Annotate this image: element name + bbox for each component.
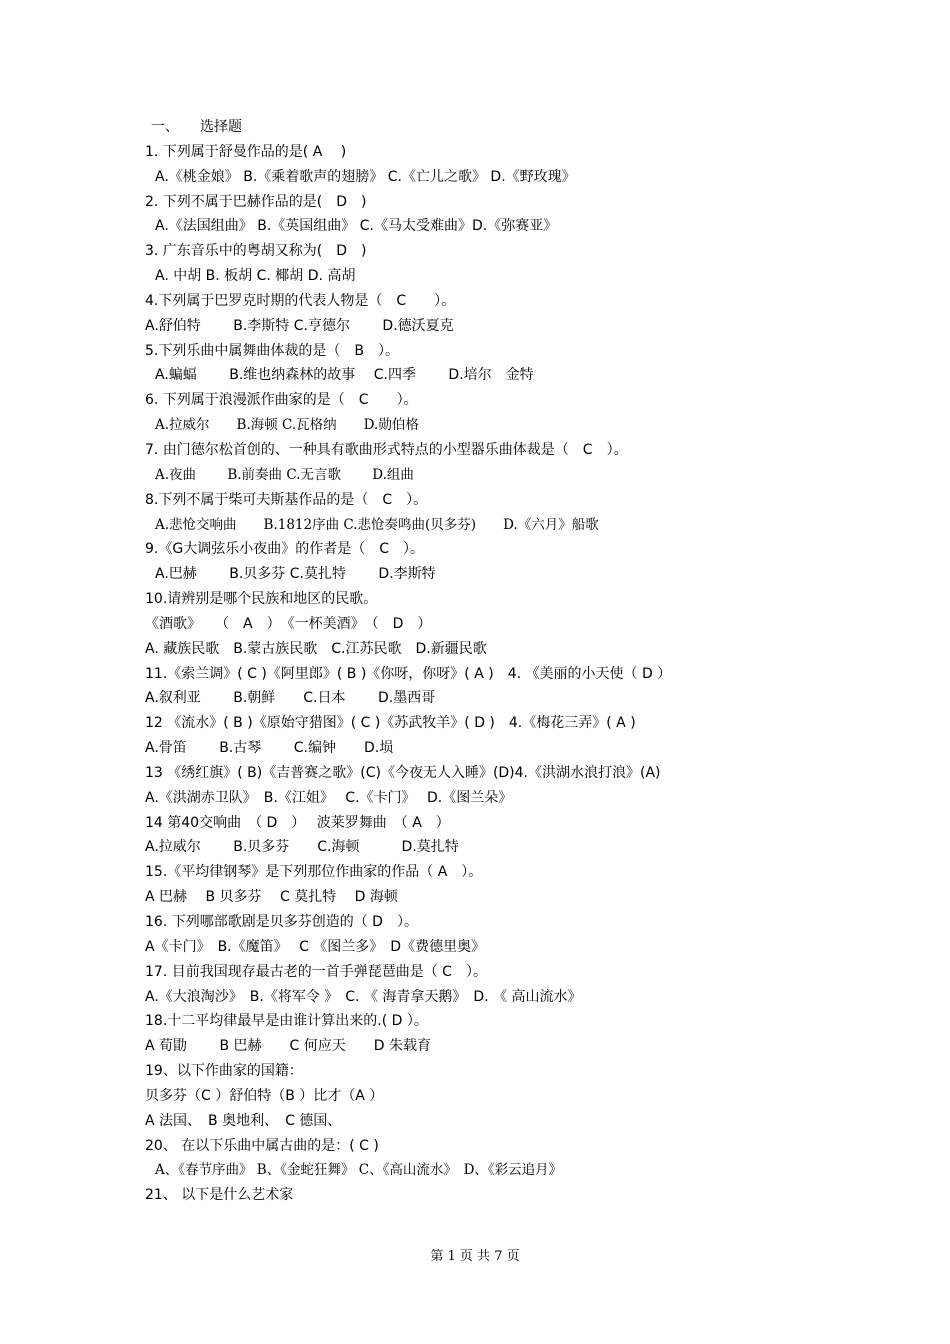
question-line: 16. 下列哪部歌剧是贝多芬创造的（ D ）。 xyxy=(145,914,418,930)
question-line: 14 第40交响曲 （ D ） 波莱罗舞曲 （ A ） xyxy=(145,814,450,831)
question-line: 5.下列乐曲中属舞曲体裁的是（ B ）。 xyxy=(145,342,399,359)
question-line: 8.下列不属于柴可夫斯基作品的是（ C ）。 xyxy=(145,491,428,508)
question-line: A.骨笛 B.古琴 C.编钟 D.埙 xyxy=(145,740,394,757)
question-line: A.叙利亚 B.朝鲜 C.日本 D.墨西哥 xyxy=(145,690,436,707)
question-line: 15.《平均律钢琴》是下列那位作曲家的作品（ A ）。 xyxy=(145,864,483,881)
question-line: 19、以下作曲家的国籍： xyxy=(145,1063,303,1080)
question-line: 13 《绣红旗》( B)《吉普赛之歌》(C)《今夜无人入睡》(D)4.《洪湖水浪打浪》(A) xyxy=(145,764,661,781)
option-line: A.巴赫 B.贝多芬 C.莫扎特 D.李斯特 xyxy=(155,566,436,583)
question-line: 9.《G大调弦乐小夜曲》的作者是（ C ）。 xyxy=(145,541,424,558)
option-line: A. 中胡 B. 板胡 C. 椰胡 D. 高胡 xyxy=(155,268,356,285)
question-line: A. 藏族民歌 B.蒙古族民歌 C.江苏民歌 D.新疆民歌 xyxy=(145,640,487,657)
question-line: 11.《索兰调》( C )《阿里郎》( B )《你呀，你呀》( A ) 4. 《美丽的小天使（ D ） xyxy=(145,665,672,682)
question-line: 17. 目前我国现存最古老的一首手弹琵琶曲是（ C ）。 xyxy=(145,963,487,980)
option-line: A.蝙蝠 B.维也纳森林的故事 C.四季 D.培尔 金特 xyxy=(155,367,534,384)
question-line: 4.下列属于巴罗克时期的代表人物是（ C ）。 xyxy=(145,292,456,309)
question-line: A 巴赫 B 贝多芬 C 莫扎特 D 海顿 xyxy=(145,889,398,906)
question-line: 贝多芬（C ）舒伯特（B ）比才（A ） xyxy=(145,1087,384,1104)
question-line: A.舒伯特 B.李斯特 C.亨德尔 D.德沃夏克 xyxy=(145,317,454,334)
question-line: 1. 下列属于舒曼作品的是( A ) xyxy=(145,143,347,160)
option-line: A、《春节序曲》 B、《金蛇狂舞》 C、《高山流水》 D、《彩云追月》 xyxy=(155,1162,563,1179)
question-line: A《卡门》 B.《魔笛》 C 《图兰多》 D《费德里奥》 xyxy=(145,938,486,955)
question-line: 《酒歌》 （ A ） 《一杯美酒》 （ D ） xyxy=(145,615,432,632)
question-line: A 法国、 B 奥地利、 C 德国、 xyxy=(145,1112,342,1129)
option-line: A.悲怆交响曲 B.1812序曲 C.悲怆奏鸣曲(贝多芬) D.《六月》船歌 xyxy=(155,516,599,533)
question-line: 6. 下列属于浪漫派作曲家的是（ C ）。 xyxy=(145,392,418,409)
question-line: 3. 广东音乐中的粤胡又称为( D ) xyxy=(145,243,367,260)
section-heading: 一、 选择题 xyxy=(151,119,242,135)
question-line: 2. 下列不属于巴赫作品的是( D ) xyxy=(145,193,367,210)
document-body xyxy=(145,115,805,1208)
page-footer: 第 1 页 共 7 页 xyxy=(430,1249,520,1264)
question-line: 20、 在以下乐曲中属古曲的是：( C ) xyxy=(145,1137,379,1154)
question-line: 10.请辨别是哪个民族和地区的民歌。 xyxy=(145,591,378,608)
question-line: 7. 由门德尔松首创的、一种具有歌曲形式特点的小型器乐曲体裁是（ C ）。 xyxy=(145,441,628,458)
question-line: A.拉威尔 B.贝多芬 C.海顿 D.莫扎特 xyxy=(145,839,459,856)
question-line: A.《洪湖赤卫队》 B.《江姐》 C.《卡门》 D.《图兰朵》 xyxy=(145,789,513,806)
option-line: A.拉威尔 B.海顿 C.瓦格纳 D.勋伯格 xyxy=(155,417,419,434)
question-line: 21、 以下是什么艺术家 xyxy=(145,1187,294,1204)
question-line: 18.十二平均律最早是由谁计算出来的.( D ）。 xyxy=(145,1013,428,1030)
option-line: A.《桃金娘》 B.《乘着歌声的翅膀》 C.《亡儿之歌》 D.《野玫瑰》 xyxy=(155,168,576,185)
option-line: A.夜曲 B.前奏曲 C.无言歌 D.组曲 xyxy=(155,466,414,483)
question-line: A 荀勖 B 巴赫 C 何应天 D 朱载育 xyxy=(145,1038,431,1055)
option-line: A.《法国组曲》 B.《英国组曲》 C.《马太受难曲》D.《弥赛亚》 xyxy=(155,218,558,235)
question-line: A.《大浪淘沙》 B.《将军令 》 C. 《 海青拿天鹅》 D. 《 高山流水》 xyxy=(145,988,582,1005)
question-line: 12 《流水》( B )《原始守猎图》( C )《苏武牧羊》( D ) 4.《梅花三弄》( A ) xyxy=(145,715,636,732)
